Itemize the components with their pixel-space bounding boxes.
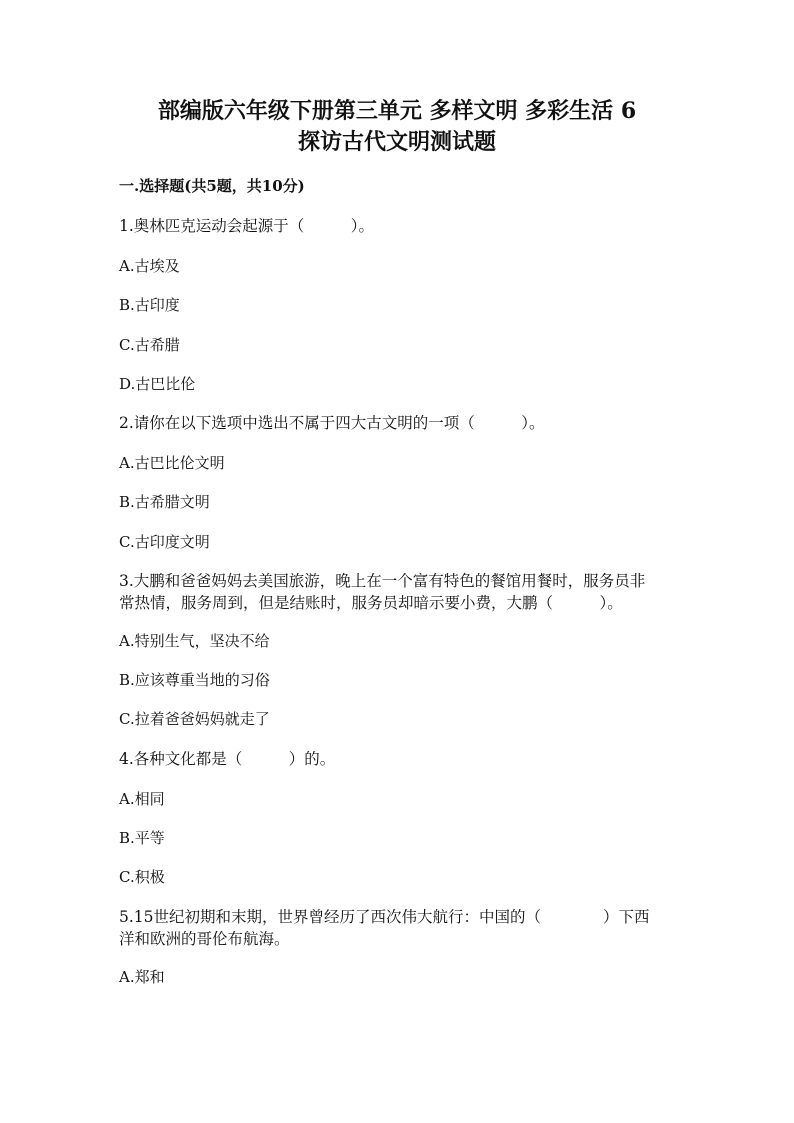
question-4-option-a: A.相同 (119, 790, 165, 808)
question-1-option-a: A.古埃及 (119, 257, 180, 275)
question-4-option-b: B.平等 (119, 829, 165, 847)
question-5-stem-line-2: 洋和欧洲的哥伦布航海。 (119, 930, 290, 948)
question-2-option-b: B.古希腊文明 (119, 493, 210, 511)
title-line-2: 探访古代文明测试题 (297, 129, 496, 155)
title-line-1: 部编版六年级下册第三单元 多样文明 多彩生活 6 (157, 98, 637, 124)
question-3-stem-line-2: 常热情，服务周到，但是结账时，服务员却暗示要小费，大鹏（ ）。 (119, 594, 623, 612)
question-5-stem-line-1: 5.15世纪初期和末期，世界曾经历了西次伟大航行：中国的（ ）下西 (119, 908, 650, 926)
question-1-stem: 1.奥林匹克运动会起源于（ ）。 (119, 217, 375, 235)
question-2-option-c: C.古印度文明 (119, 533, 210, 551)
question-1-option-d: D.古巴比伦 (119, 375, 196, 393)
question-3-option-c: C.拉着爸爸妈妈就走了 (119, 710, 270, 728)
question-1-option-c: C.古希腊 (119, 336, 180, 354)
question-2-stem: 2.请你在以下选项中选出不属于四大古文明的一项（ ）。 (119, 414, 545, 432)
section-heading: 一.选择题(共5题，共10分) (119, 177, 305, 195)
question-2-option-a: A.古巴比伦文明 (119, 454, 225, 472)
question-3-option-a: A.特别生气，坚决不给 (119, 632, 270, 650)
question-3-stem-line-1: 3.大鹏和爸爸妈妈去美国旅游，晚上在一个富有特色的餐馆用餐时，服务员非 (119, 572, 646, 590)
question-3-option-b: B.应该尊重当地的习俗 (119, 671, 270, 689)
question-1-option-b: B.古印度 (119, 296, 180, 314)
question-4-stem: 4.各种文化都是（ ）的。 (119, 750, 336, 768)
document-title (100, 96, 694, 158)
question-4-option-c: C.积极 (119, 868, 165, 886)
question-5-option-a: A.郑和 (119, 968, 165, 986)
